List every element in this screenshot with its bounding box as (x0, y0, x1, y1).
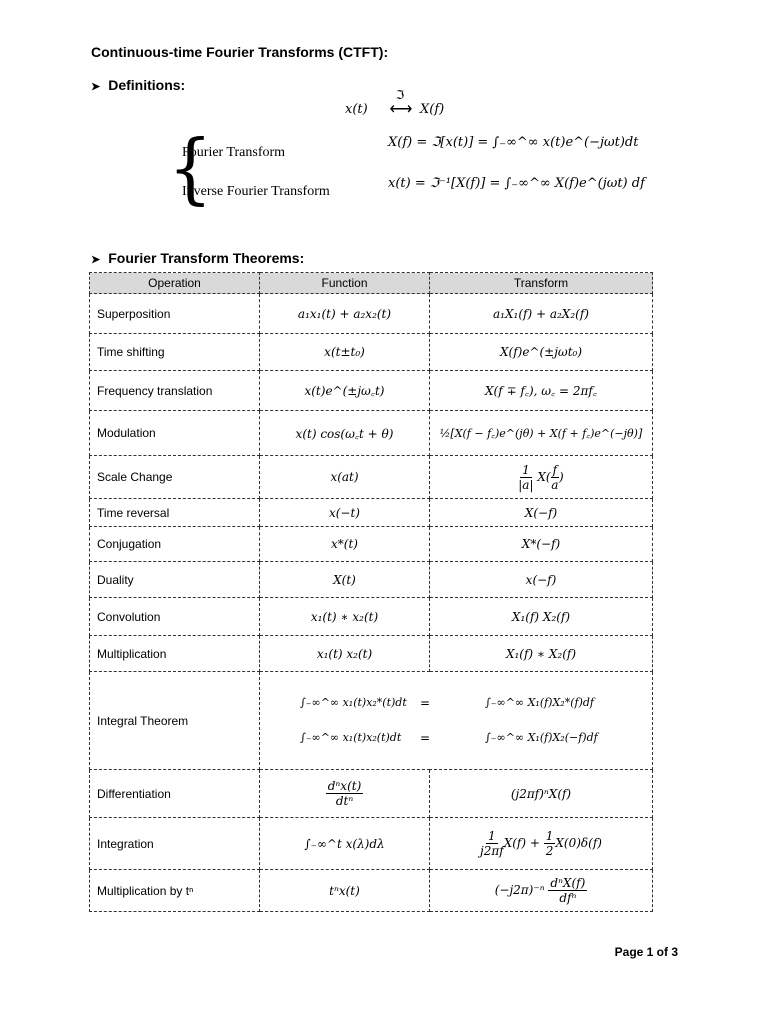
bullet-arrow-icon: ➤ (91, 81, 101, 93)
bullet-arrow-icon: ➤ (91, 254, 101, 266)
tr-cell: $\frac{1}{|a|}$ X( $\frac{f}{a}$ ) (518, 462, 564, 492)
tr-cell: $\frac{1}{j2\pi f}$ X(f) + $\frac{1}{2}$ X(0)δ(f) (480, 829, 602, 858)
tr-cell: X*(−f) (521, 537, 561, 551)
fn-cell: x(t) cos(ω꜀t + θ) (295, 426, 394, 441)
table-row (90, 672, 653, 770)
def-formula-ift: x(t) = ℑ⁻¹[X(f)] = ∫₋∞^∞ X(f)e^(jωt) df (388, 176, 645, 191)
fn-cell: x(t)e^(±jω꜀t) (304, 384, 385, 398)
equals-sign: = (420, 730, 431, 745)
op-cell: Multiplication (90, 636, 260, 672)
fn-cell: ∫₋∞^t x(λ)dλ (304, 836, 385, 851)
op-cell: Modulation (90, 411, 260, 456)
op-cell: Conjugation (90, 527, 260, 562)
fn-cell: x(at) (330, 470, 359, 484)
tr-cell: ∫₋∞^∞ X₁(f)X₂(−f)df (485, 730, 598, 744)
theorems-table (89, 272, 653, 912)
table-row (90, 562, 653, 598)
header-operation: Operation (90, 273, 260, 294)
table-row (90, 334, 653, 371)
op-cell: Integral Theorem (90, 672, 260, 770)
header-transform: Transform (430, 273, 653, 294)
def-formula-ft: X(f) = ℑ[x(t)] = ∫₋∞^∞ x(t)e^(−jωt)dt (388, 135, 639, 150)
tr-cell: (j2πf)ⁿX(f) (510, 786, 572, 801)
table-row (90, 411, 653, 456)
def-label-ft: Fourier Transform (182, 145, 286, 160)
integral-theorem-block (260, 673, 652, 769)
def-label-ift: Inverse Fourier Transform (182, 184, 330, 199)
fn-cell: tⁿx(t) (329, 883, 360, 898)
table-row (90, 870, 653, 912)
fn-cell: $\frac{\text{dⁿx(t)}}{\text{dtⁿ}}$ (327, 779, 362, 808)
fn-cell: ∫₋∞^∞ x₁(t)x₂*(t)dt (300, 695, 407, 709)
fn-cell: x*(t) (331, 537, 358, 551)
table-header-row (90, 273, 653, 294)
tr-cell: x(−f) (525, 572, 557, 587)
op-cell: Superposition (90, 294, 260, 334)
fn-cell: X(t) (333, 572, 356, 587)
tr-cell: X(f ∓ f꜀), ω꜀ = 2πf꜀ (485, 384, 597, 398)
theorems-heading: ➤ Fourier Transform Theorems: (91, 250, 305, 266)
fn-cell: ∫₋∞^∞ x₁(t)x₂(t)dt (300, 730, 402, 744)
op-cell: Multiplication by tⁿ (90, 870, 260, 912)
pair-lhs: x(t) (345, 102, 368, 117)
equals-sign: = (420, 695, 431, 710)
page-number: Page 1 of 3 (614, 945, 678, 959)
fn-cell: x₁(t) ∗ x₂(t) (310, 609, 379, 624)
table-row (90, 456, 653, 499)
op-cell: Convolution (90, 598, 260, 636)
left-brace: { (168, 122, 213, 214)
table-row (90, 294, 653, 334)
op-cell: Integration (90, 818, 260, 870)
header-function: Function (260, 273, 430, 294)
op-cell: Differentiation (90, 770, 260, 818)
fn-cell: x(−t) (328, 505, 360, 520)
op-cell: Scale Change (90, 456, 260, 499)
double-arrow-icon: ⟷ (389, 101, 413, 118)
table-row (90, 636, 653, 672)
table-row (90, 371, 653, 411)
tr-cell: a₁X₁(f) + a₂X₂(f) (493, 306, 589, 321)
op-cell: Time shifting (90, 334, 260, 371)
fn-cell: x₁(t) x₂(t) (316, 646, 373, 661)
fn-cell: x(t±t₀) (324, 345, 365, 359)
tr-cell: X₁(f) ∗ X₂(f) (505, 646, 577, 661)
op-cell: Frequency translation (90, 371, 260, 411)
tr-cell: X₁(f) X₂(f) (511, 609, 571, 624)
table-row (90, 598, 653, 636)
tr-cell: ½[X(f − f꜀)e^(jθ) + X(f + f꜀)e^(−jθ)] (439, 426, 643, 440)
tr-cell: (−j2π)⁻ⁿ $\frac{\text{dⁿX(f)}}{\text{dfⁿ}}$ (494, 876, 586, 905)
table-row (90, 499, 653, 527)
fn-cell: a₁x₁(t) + a₂x₂(t) (297, 306, 392, 321)
tr-cell: X(−f) (524, 505, 558, 520)
tr-cell: ∫₋∞^∞ X₁(f)X₂*(f)df (485, 695, 594, 709)
table-row (90, 527, 653, 562)
table-row (90, 770, 653, 818)
table-row (90, 818, 653, 870)
definitions-heading: ➤ Definitions: (91, 77, 186, 93)
pair-rhs: X(f) (420, 102, 445, 117)
op-cell: Duality (90, 562, 260, 598)
op-cell: Time reversal (90, 499, 260, 527)
page-title: Continuous-time Fourier Transforms (CTFT): (91, 44, 389, 60)
pair-operator: ℑ (395, 88, 405, 102)
tr-cell: X(f)e^(±jωt₀) (499, 345, 583, 359)
